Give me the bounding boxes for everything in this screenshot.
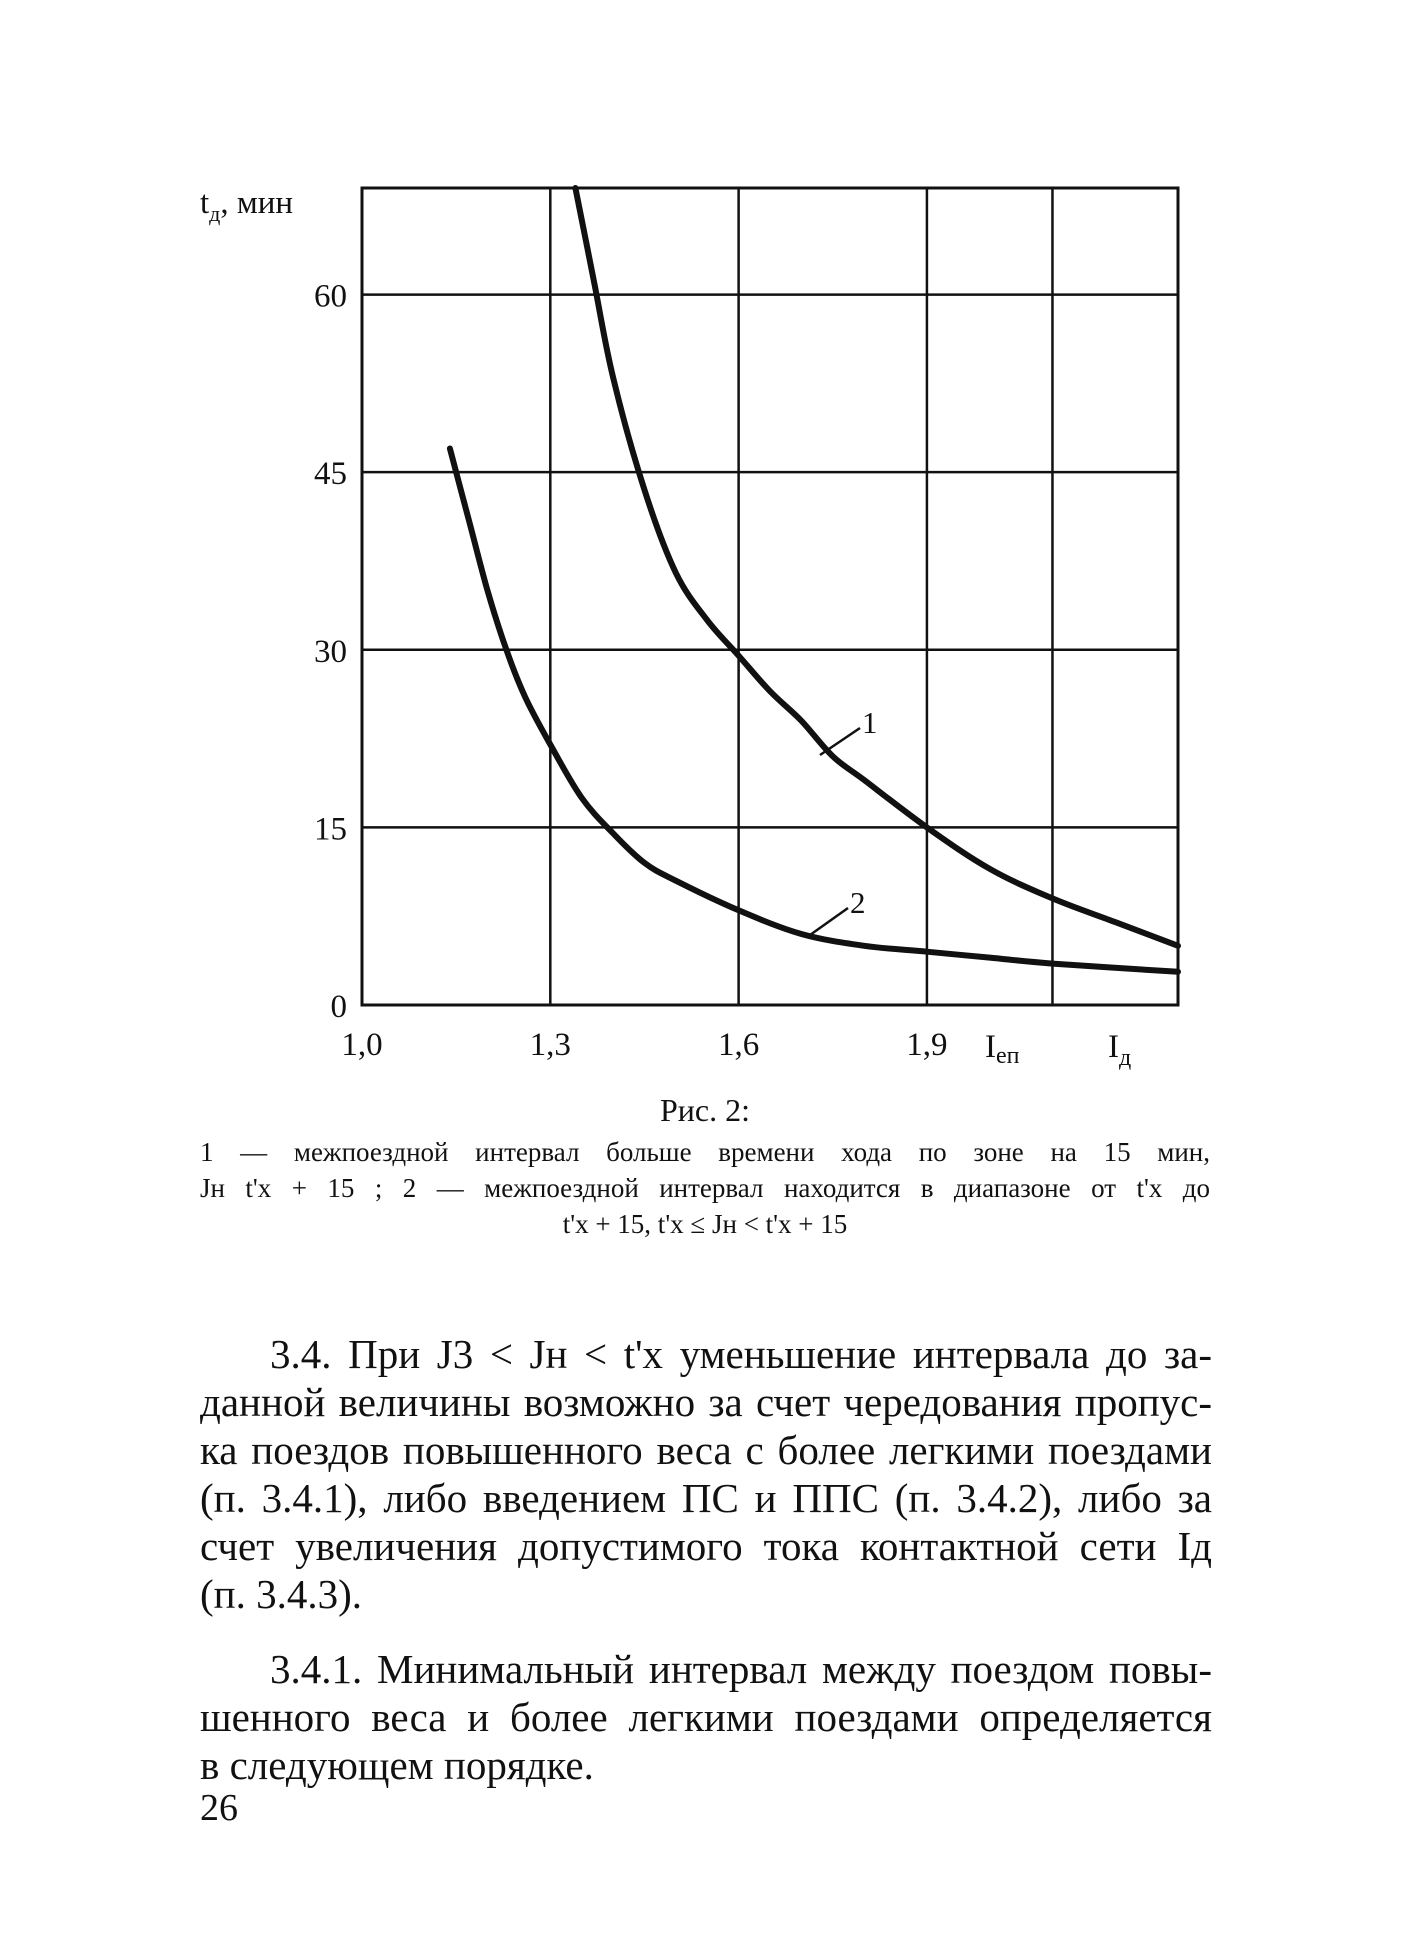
x-tick-label: 1,9 [906,1027,948,1063]
paragraph-3-4 [200,1330,1212,1618]
curve-2 [450,449,1178,972]
y-tick-label: 0 [330,989,347,1025]
curve-1-leader [820,728,860,755]
figure-caption-line-3: t'х + 15, t'х ≤ Jн < t'х + 15 [562,1209,848,1239]
x-tick-label: 1,6 [717,1027,760,1063]
paragraph-line: (п. 3.4.1), либо введением ПС и ППС (п. 3.4.2), либо за [200,1475,1212,1521]
paragraph-line: 3.4.1. Минимальный интервал между поездом повы- [270,1646,1212,1692]
chart-curves [450,188,1178,972]
x-tick-label: 1,3 [529,1027,571,1063]
paragraph-line: счет увеличения допустимого тока контактной сети Iд [200,1523,1212,1569]
y-tick-label: 60 [314,278,347,315]
paragraph-line: 3.4. При J3 < Jн < t'х уменьшение интервала до за- [270,1331,1212,1377]
chart-grid [362,188,1178,1005]
curve-1-label: 1 [862,705,878,740]
paragraph-line: шенного веса и более легкими поездами определяется [200,1694,1212,1740]
x-extra-label-iep: Iеп [985,1029,1020,1069]
figure-caption-line-2: Jн t'х + 15 ; 2 — межпоездной интервал находится в диапазоне от t'х до [200,1173,1210,1203]
paragraph-line: (п. 3.4.3). [200,1571,362,1617]
paragraph-3-4-1 [200,1645,1212,1789]
curve-1 [575,188,1178,946]
y-axis-label: $t_д$, мин [200,185,294,226]
y-tick-label: 30 [314,633,347,670]
paragraph-line: в следующем порядке. [200,1742,594,1788]
paragraph-line: ка поездов повышенного веса с более легкими поездами [200,1427,1212,1473]
chart-labels [200,185,1131,1071]
curve-2-leader [810,908,848,935]
paragraph-line: данной величины возможно за счет чередования пропус- [200,1379,1212,1425]
figure-caption-title: Рис. 2: [659,1092,750,1128]
y-tick-label: 45 [314,456,347,493]
plot-frame [362,188,1178,1005]
x-extra-label-id: $I_д$ [1108,1029,1132,1071]
x-tick-label: 1,0 [341,1027,383,1063]
y-tick-label: 15 [314,811,347,848]
curve-2-label: 2 [850,885,866,920]
figure-caption-line-1: 1 — межпоездной интервал больше времени хода по зоне на 15 мин, [200,1137,1210,1167]
page-number: 26 [200,1787,238,1829]
